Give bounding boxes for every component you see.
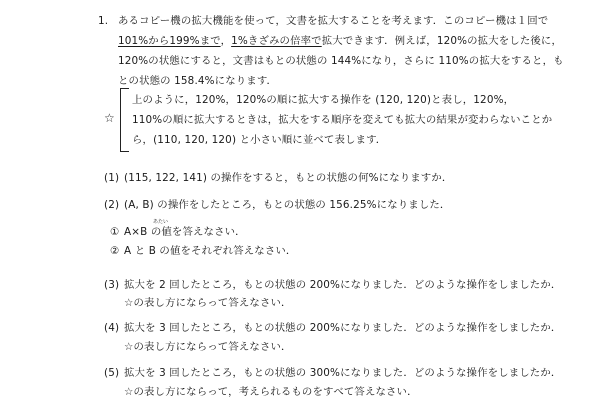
question-5-continuation: ☆の表し方にならって，考えられるものをすべて答えなさい． — [124, 386, 418, 398]
underlined-step: 1%きざみの倍率で — [231, 35, 322, 47]
ruby-reading: あたい — [153, 219, 169, 225]
question-1-label: (1) — [104, 172, 120, 184]
subquestion-2-text: A と B の値をそれぞれ答えなさい． — [124, 245, 297, 257]
intro-line-2-separator: ， — [220, 35, 232, 47]
star-marker: ☆ — [104, 111, 115, 125]
subquestion-2-label: ② — [110, 245, 120, 257]
subquestion-1-label: ① — [110, 226, 120, 238]
question-4-label: (4) — [104, 322, 120, 334]
question-3-continuation: ☆の表し方にならって答えなさい． — [124, 297, 292, 309]
question-1-text: (115, 122, 141) の操作をすると，もとの状態の何%になりますか． — [124, 172, 453, 184]
subquestion-1-text: A×B の値を答えなさい． — [124, 226, 246, 238]
intro-line-4: との状態の 158.4%になります． — [118, 75, 278, 87]
note-line-1: 上のように，120%，120%の順に拡大する操作を (120, 120)と表し，120%， — [132, 94, 515, 106]
question-4-continuation: ☆の表し方にならって答えなさい． — [124, 341, 292, 353]
intro-line-3: 120%の状態にすると，文書はもとの状態の 144%になり，さらに 110%の拡大をすると，も — [118, 55, 564, 67]
question-3-label: (3) — [104, 279, 120, 291]
question-2-text: (A, B) の操作をしたところ，もとの状態の 156.25%になりました． — [124, 199, 451, 211]
note-line-2: 110%の順に拡大するときは，拡大をする順序を変えても拡大の結果が変わらないことか — [132, 114, 553, 126]
question-2-label: (2) — [104, 199, 120, 211]
question-4-text: 拡大を 3 回したところ，もとの状態の 200%になりました．どのような操作をしましたか． — [124, 322, 562, 334]
question-5-label: (5) — [104, 367, 120, 379]
question-5-text: 拡大を 3 回したところ，もとの状態の 300%になりました．どのような操作をしましたか． — [124, 367, 562, 379]
note-bracket — [120, 88, 129, 152]
intro-line-2-rest: 拡大できます．例えば，120%の拡大をした後に， — [321, 35, 562, 47]
underlined-range: 101%から199%まで — [118, 35, 221, 47]
intro-line-1: あるコピー機の拡大機能を使って，文書を拡大することを考えます．このコピー機は１回で — [118, 15, 549, 27]
problem-number: 1. — [98, 15, 109, 27]
note-line-3: ら，(110, 120, 120) と小さい順に並べて表します． — [132, 134, 387, 146]
intro-line-2 — [118, 35, 562, 48]
question-3-text: 拡大を 2 回したところ，もとの状態の 200%になりました．どのような操作をしましたか． — [124, 279, 562, 291]
